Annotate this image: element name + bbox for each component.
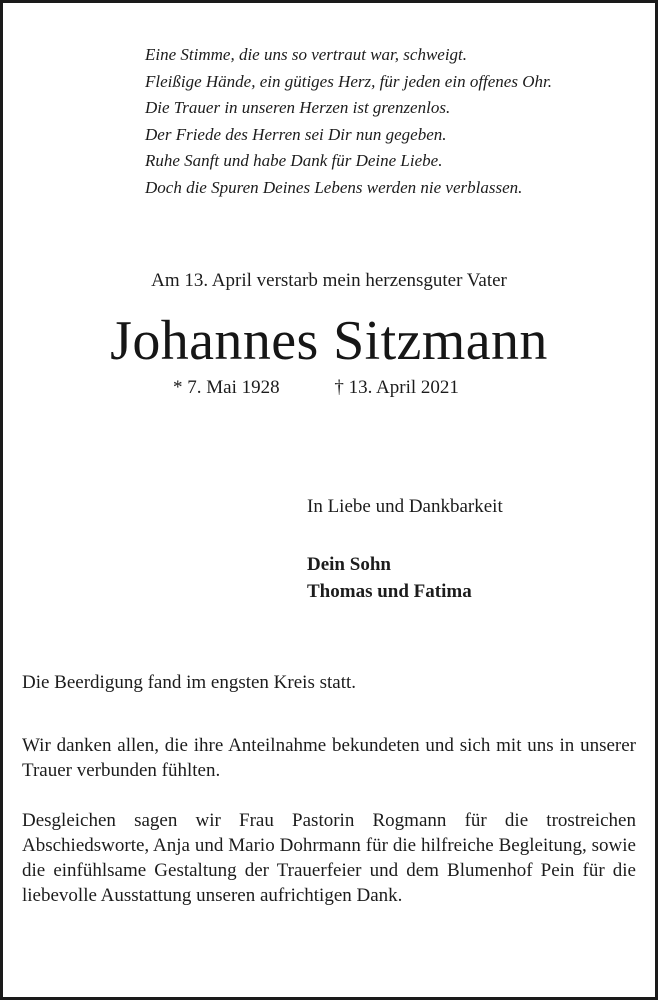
death-announcement: Am 13. April verstarb mein herzensguter Vater (151, 270, 507, 291)
poem (145, 42, 552, 201)
signer-line: Dein Sohn (307, 554, 391, 575)
deceased-name: Johannes Sitzmann (110, 310, 548, 372)
signer-line: Thomas und Fatima (307, 581, 472, 602)
poem-line: Doch die Spuren Deines Lebens werden nie verblassen. (145, 177, 523, 197)
acknowledgement-paragraph: Desgleichen sagen wir Frau Pastorin Rogmann für die trostreichen Abschiedsworte, Anja und Mario Dohrmann für die hilfreiche Begleitung, sowie die einfühlsame Gestaltung der Trauerfeier und dem Blumenhof Pein für die liebevolle Ausstattung unseren aufrichtigen Dank. (22, 810, 636, 906)
poem-line: Fleißige Hände, ein gütiges Herz, für jeden ein offenes Ohr. (145, 71, 552, 91)
poem-line: Eine Stimme, die uns so vertraut war, schweigt. (145, 45, 468, 64)
life-dates (173, 377, 459, 399)
funeral-note: Die Beerdigung fand im engsten Kreis statt. (22, 672, 357, 693)
poem-line: Ruhe Sanft und habe Dank für Deine Liebe. (145, 151, 443, 170)
birth-date: * 7. Mai 1928 (173, 377, 280, 398)
thanks-paragraph: Wir danken allen, die ihre Anteilnahme bekundeten und sich mit uns in unserer Trauer verbunden fühlten. (22, 735, 636, 781)
signers (307, 551, 472, 605)
death-date: † 13. April 2021 (334, 377, 459, 398)
poem-line: Der Friede des Herren sei Dir nun gegeben. (145, 124, 447, 144)
closing-phrase: In Liebe und Dankbarkeit (307, 496, 503, 517)
poem-line: Die Trauer in unseren Herzen ist grenzenlos. (145, 98, 451, 117)
